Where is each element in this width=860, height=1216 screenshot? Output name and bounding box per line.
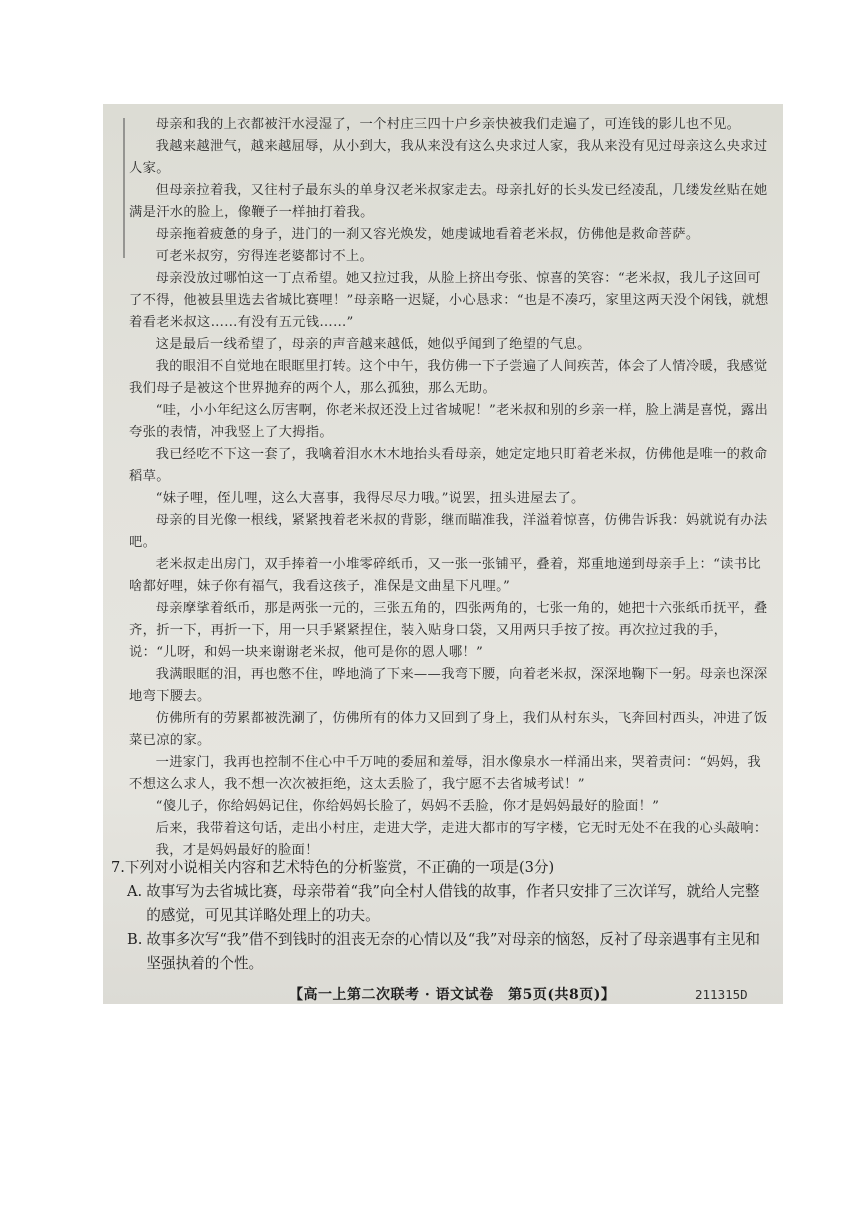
exam-page bbox=[109, 104, 783, 1004]
story-paragraph: 我的眼泪不自觉地在眼眶里打转。这个中午，我仿佛一下子尝遍了人间疾苦，体会了人情冷暖，我感觉我们母子是被这个世界抛弃的两个人，那么孤独，那么无助。 bbox=[129, 359, 768, 396]
option-text: 故事写为去省城比赛，母亲带着“我”向全村人借钱的故事，作者只安排了三次详写，就给人完整的感觉，可见其详略处理上的功夫。 bbox=[146, 883, 760, 924]
story-paragraph: 母亲和我的上衣都被汗水浸湿了，一个村庄三四十户乡亲快被我们走遍了，可连钱的影儿也不见。 bbox=[155, 117, 741, 132]
story-paragraph: 母亲没放过哪怕这一丁点希望。她又拉过我，从脸上挤出夸张、惊喜的笑容：“老米叔，我儿子这回可了不得，他被县里选去省城比赛哩！”母亲略一迟疑，小心恳求：“也是不凑巧，家里这两天没个闲钱，就想着看老米叔这……有没有五元钱……” bbox=[129, 271, 769, 330]
story-paragraph: 我满眼眶的泪，再也憋不住，哗地淌了下来——我弯下腰，向着老米叔，深深地鞠下一躬。母亲也深深地弯下腰去。 bbox=[129, 667, 768, 704]
story-paragraph: 老米叔走出房门，双手捧着一小堆零碎纸币，又一张一张铺平，叠着，郑重地递到母亲手上：“读书比啥都好哩，妹子你有福气，我看这孩子，准保是文曲星下凡哩。” bbox=[129, 557, 761, 594]
story-paragraph: 仿佛所有的劳累都被洗涮了，仿佛所有的体力又回到了身上，我们从村东头，飞奔回村西头，冲进了饭菜已凉的家。 bbox=[129, 711, 768, 748]
option-text: 故事多次写“我”借不到钱时的沮丧无奈的心情以及“我”对母亲的恼怒，反衬了母亲遇事有主见和坚强执着的个性。 bbox=[146, 931, 760, 972]
question-7 bbox=[109, 856, 783, 976]
exam-code: 211315D bbox=[695, 987, 748, 1002]
story-paragraph: 母亲拖着疲惫的身子，进门的一刹又容光焕发，她虔诚地看着老米叔，仿佛他是救命菩萨。 bbox=[155, 227, 700, 242]
story-paragraph: 可老米叔穷，穷得连老婆都讨不上。 bbox=[155, 249, 374, 264]
story-paragraph: “哇，小小年纪这么厉害啊，你老米叔还没上过省城呢！”老米叔和别的乡亲一样，脸上满是喜悦，露出夸张的表情，冲我竖上了大拇指。 bbox=[129, 403, 769, 440]
option-b bbox=[109, 928, 783, 976]
option-a bbox=[109, 880, 783, 928]
story-paragraph: 但母亲拉着我，又往村子最东头的单身汉老米叔家走去。母亲扎好的长头发已经凌乱，几缕发丝贴在她满是汗水的脸上，像鞭子一样抽打着我。 bbox=[129, 183, 768, 220]
story-paragraph: 母亲的目光像一根线，紧紧拽着老米叔的背影，继而瞄准我，洋溢着惊喜，仿佛告诉我：妈就说有办法吧。 bbox=[129, 513, 768, 550]
story-paragraph: 母亲摩挲着纸币，那是两张一元的，三张五角的，四张两角的，七张一角的，她把十六张纸币抚平，叠齐，折一下，再折一下，用一只手紧紧捏住，装入贴身口袋，又用两只手按了按。再次拉过我的手，说：“儿呀，和妈一块来谢谢老米叔，他可是你的恩人哪！” bbox=[129, 601, 768, 660]
story-paragraph: 一进家门，我再也控制不住心中千万吨的委屈和羞辱，泪水像泉水一样涌出来，哭着责问：“妈妈，我不想这么求人，我不想一次次被拒绝，这太丢脸了，我宁愿不去省城考试！” bbox=[129, 755, 761, 792]
story-paragraph: 我，才是妈妈最好的脸面！ bbox=[155, 843, 319, 858]
option-letter: B. bbox=[127, 931, 143, 948]
story-paragraph: “妹子哩，侄儿哩，这么大喜事，我得尽尽力哦。”说罢，扭头进屋去了。 bbox=[155, 491, 585, 506]
story-paragraph: “傻儿子，你给妈妈记住，你给妈妈长脸了，妈妈不丢脸，你才是妈妈最好的脸面！” bbox=[155, 799, 660, 814]
story-text bbox=[109, 114, 783, 862]
document-photo bbox=[103, 104, 783, 1004]
story-paragraph: 我已经吃不下这一套了，我噙着泪水木木地抬头看母亲，她定定地只盯着老米叔，仿佛他是唯一的救命稻草。 bbox=[129, 447, 768, 484]
option-letter: A. bbox=[127, 883, 143, 900]
question-stem: 7.下列对小说相关内容和艺术特色的分析鉴赏，不正确的一项是(3分) bbox=[111, 859, 555, 876]
story-paragraph: 这是最后一线希望了，母亲的声音越来越低，她似乎闻到了绝望的气息。 bbox=[155, 337, 591, 352]
story-paragraph: 后来，我带着这句话，走出小村庄，走进大学，走进大都市的写字楼，它无时无处不在我的心头敲响： bbox=[155, 821, 768, 836]
page-footer: 【高一上第二次联考 · 语文试卷 第5页(共8页)】 bbox=[289, 987, 616, 1003]
story-paragraph: 我越来越泄气，越来越屈辱，从小到大，我从来没有这么央求过人家，我从来没有见过母亲这么央求过人家。 bbox=[129, 139, 768, 176]
